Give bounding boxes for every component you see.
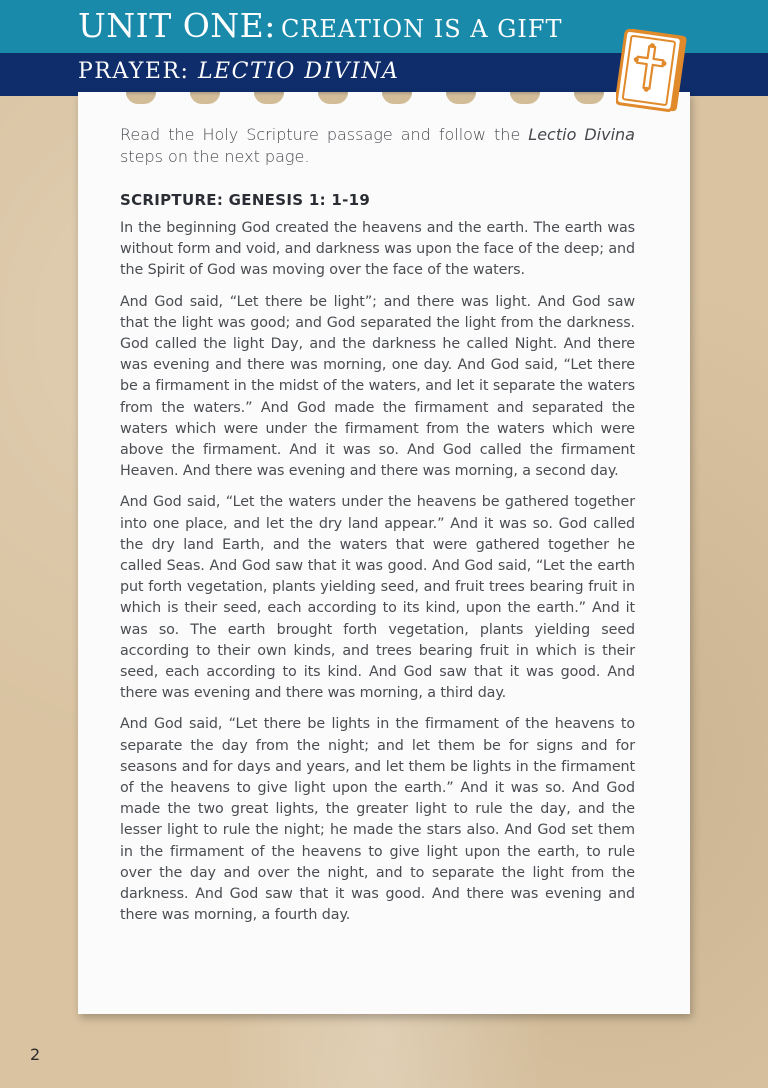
scripture-paragraph: And God said, “Let there be light”; and there was light. And God saw that the light was good; and God separated the light from the darkness. God called the light Day, and the darkness he called Night. And there was evening and there was morning, one day. And God said, “Let there be a firmament in the midst of the waters, and let it separate the waters from the waters.” And God made the firmament and separated the waters which were under the firmament from the waters which were above the firmament. And it was so. And God called the firmament Heaven. And there was evening and there was morning, a second day. [120,293,635,480]
intro-text: Read the Holy Scripture passage and follow the Lectio Divina steps on the next page. [120,125,635,166]
unit-title [78,6,563,45]
page-number: 2 [30,1045,41,1064]
scripture-heading: SCRIPTURE: GENESIS 1: 1-19 [120,191,371,209]
page-content [120,124,635,927]
scripture-paragraph: And God said, “Let the waters under the heavens be gathered together into one place, and let the dry land appear.” And it was so. God called the dry land Earth, and the waters that were gathered together he called Seas. And God saw that it was good. And God said, “Let the earth put forth vegetation, plants yielding seed, and fruit trees bearing fruit in which is their seed, each according to its kind, upon the earth.” And it was so. The earth brought forth vegetation, plants yielding seed according to their own kinds, and trees bearing fruit in which is their seed, each according to its kind. And God saw that it was good. And there was evening and there was morning, a third day. [120,494,635,702]
prayer-label: PRAYER: [78,59,190,84]
scripture-paragraph: In the beginning God created the heavens and the earth. The earth was without form and void, and darkness was upon the face of the deep; and the Spirit of God was moving over the face of the waters. [120,220,635,279]
prayer-title [78,59,399,84]
prayer-name: LECTIO DIVINA [197,59,400,84]
unit-title-main: UNIT ONE: [78,6,276,45]
bible-cross-icon [616,26,690,114]
unit-title-sub: CREATION IS A GIFT [280,15,563,43]
scripture-paragraph: And God said, “Let there be lights in the firmament of the heavens to separate the day from the night; and let them be for signs and for seasons and for days and years, and let them be lights in the firmament of the heavens to give light upon the earth.” And it was so. And God made the two great lights, the greater light to rule the day, and the lesser light to rule the night; he made the stars also. And God set them in the firmament of the heavens to give light upon the earth, to rule over the day and over the night, and to separate the light from the darkness. And God saw that it was good. And there was evening and there was morning, a fourth day. [120,716,635,924]
